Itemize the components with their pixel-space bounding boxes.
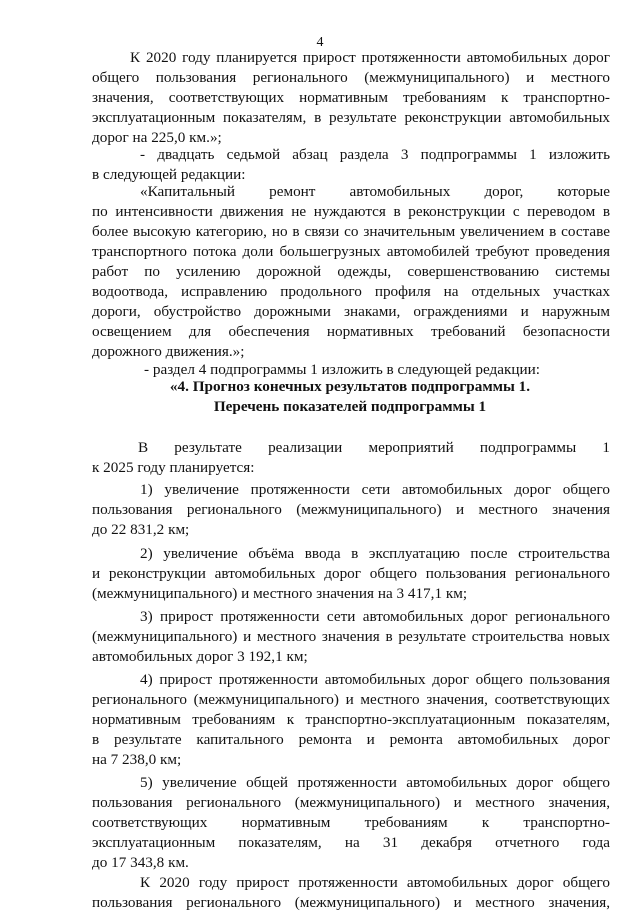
- text-line: 1) увеличение протяженности сети автомобильных дорог общего: [140, 481, 610, 498]
- text-line: в результате капитального ремонта и ремонта автомобильных дорог: [92, 731, 610, 748]
- section-heading: «4. Прогноз конечных результатов подпрограммы 1.: [169, 378, 531, 395]
- text-line: В результате реализации мероприятий подпрограммы 1: [138, 439, 610, 456]
- text-line: на 7 238,0 км;: [92, 751, 182, 768]
- text-line: до 17 343,8 км.: [92, 854, 189, 871]
- text-line: общего пользования регионального (межмуниципального) и местного: [92, 69, 610, 86]
- text-line: - раздел 4 подпрограммы 1 изложить в следующей редакции:: [144, 361, 540, 378]
- text-line: нормативным требованиям к транспортно-эксплуатационным показателям,: [92, 711, 610, 728]
- text-line: «Капитальный ремонт автомобильных дорог, которые: [140, 183, 610, 200]
- text-line: транспортного потока доли большегрузных автомобилей требуют проведения: [92, 243, 610, 260]
- text-line: (межмуниципального) и местного значения в результате строительства новых: [92, 628, 610, 645]
- text-line: К 2020 году прирост протяженности автомобильных дорог общего: [140, 874, 610, 891]
- text-line: и реконструкции автомобильных дорог общего пользования регионального: [92, 565, 610, 582]
- text-line: значения, соответствующих нормативным требованиям к транспортно-: [92, 89, 610, 106]
- text-line: 3) прирост протяженности сети автомобильных дорог регионального: [140, 608, 610, 625]
- text-line: регионального (межмуниципального) и местного значения, соответствующих: [92, 691, 610, 708]
- text-line: автомобильных дорог 3 192,1 км;: [92, 648, 308, 665]
- text-line: (межмуниципального) и местного значения на 3 417,1 км;: [92, 585, 468, 602]
- text-line: более высокую категорию, но в связи со значительным увеличением в составе: [92, 223, 610, 240]
- text-line: по интенсивности движения не нуждаются в реконструкции с переводом в: [92, 203, 610, 220]
- text-line: эксплуатационным показателям, на 31 декабря отчетного года: [92, 834, 610, 851]
- text-line: эксплуатационным показателям, в результате реконструкции автомобильных: [92, 109, 610, 126]
- text-line: пользования регионального (межмуниципального) и местного значения,: [92, 894, 610, 911]
- page-number: 4: [316, 35, 324, 50]
- text-line: 5) увеличение общей протяженности автомобильных дорог общего: [140, 774, 610, 791]
- text-line: водоотвода, исправлению продольного профиля на отдельных участках: [92, 283, 610, 300]
- text-line: дорожного движения.»;: [92, 343, 245, 360]
- text-line: до 22 831,2 км;: [92, 521, 190, 538]
- text-line: в следующей редакции:: [92, 166, 246, 183]
- section-heading: Перечень показателей подпрограммы 1: [213, 398, 487, 415]
- text-line: пользования регионального (межмуниципального) и местного значения: [92, 501, 610, 518]
- text-line: 2) увеличение объёма ввода в эксплуатацию после строительства: [140, 545, 610, 562]
- text-line: работ по усилению дорожной одежды, совершенствованию системы: [92, 263, 610, 280]
- text-line: соответствующих нормативным требованиям к транспортно-: [92, 814, 610, 831]
- text-line: освещением для обеспечения нормативных требований безопасности: [92, 323, 610, 340]
- text-line: дорог на 225,0 км.»;: [92, 129, 222, 146]
- text-line: - двадцать седьмой абзац раздела 3 подпрограммы 1 изложить: [140, 146, 610, 163]
- text-line: 4) прирост протяженности автомобильных дорог общего пользования: [140, 671, 610, 688]
- text-line: к 2025 году планируется:: [92, 459, 255, 476]
- text-line: дороги, обустройство дорожными знаками, ограждениями и наружным: [92, 303, 610, 320]
- text-line: пользования регионального (межмуниципального) и местного значения,: [92, 794, 610, 811]
- text-line: К 2020 году планируется прирост протяженности автомобильных дорог: [130, 49, 610, 66]
